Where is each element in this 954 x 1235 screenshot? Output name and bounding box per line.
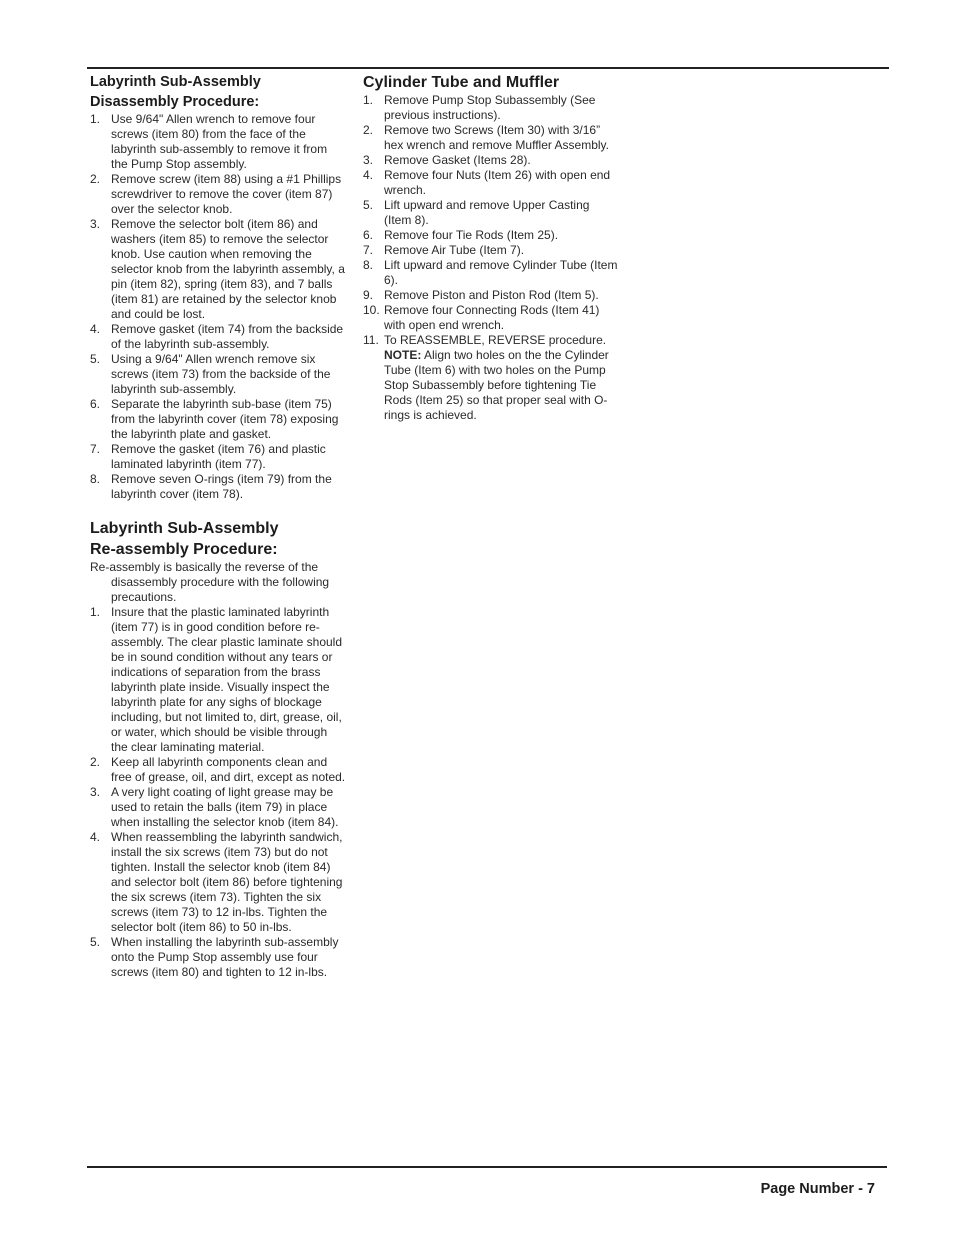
note xyxy=(384,348,609,422)
step-text: Use 9/64" Allen wrench to remove four screws (item 80) from the face of the labyrinth sub-assembly to remove it from the Pump Stop assembly. xyxy=(111,112,328,171)
step-number: 4. xyxy=(90,830,101,844)
note-label: NOTE: xyxy=(384,348,422,362)
step-number: 4. xyxy=(90,322,101,336)
list-item xyxy=(363,123,619,153)
list-item xyxy=(363,168,619,198)
reassembly-steps xyxy=(90,605,346,980)
step-text: Remove seven O-rings (item 79) from the labyrinth cover (item 78). xyxy=(111,472,332,501)
list-item xyxy=(90,935,346,980)
list-item xyxy=(90,112,346,172)
step-text: Separate the labyrinth sub-base (item 75) from the labyrinth cover (item 78) exposing the labyrinth plate and gasket. xyxy=(111,397,339,441)
list-item xyxy=(363,93,619,123)
step-text: Remove gasket (item 74) from the backside of the labyrinth sub-assembly. xyxy=(111,322,344,351)
section-spacer xyxy=(90,502,346,518)
step-number: 8. xyxy=(90,472,101,486)
list-item xyxy=(90,605,346,755)
step-text: Remove four Nuts (Item 26) with open end wrench. xyxy=(384,168,611,197)
step-text: Using a 9/64" Allen wrench remove six screws (item 73) from the backside of the labyrinth sub-assembly. xyxy=(111,352,331,396)
list-item xyxy=(363,228,619,243)
step-number: 2. xyxy=(90,755,101,769)
step-number: 6. xyxy=(90,397,101,411)
step-text: Remove Air Tube (Item 7). xyxy=(384,243,525,257)
list-item xyxy=(90,472,346,502)
list-item xyxy=(90,217,346,322)
reassembly-heading-line-2: Re-assembly Procedure: xyxy=(90,541,278,558)
step-text: Remove Piston and Piston Rod (Item 5). xyxy=(384,288,599,302)
step-number: 5. xyxy=(363,198,374,212)
step-number: 1. xyxy=(90,112,101,126)
step-text: Remove the gasket (item 76) and plastic laminated labyrinth (item 77). xyxy=(111,442,326,471)
list-item xyxy=(90,755,346,785)
list-item xyxy=(363,243,619,258)
step-number: 4. xyxy=(363,168,374,182)
step-number: 1. xyxy=(363,93,374,107)
list-item xyxy=(363,198,619,228)
step-number: 3. xyxy=(90,785,101,799)
step-text: Remove Gasket (Items 28). xyxy=(384,153,531,167)
reassembly-heading-line-1: Labyrinth Sub-Assembly xyxy=(90,520,279,537)
step-text: When installing the labyrinth sub-assembly onto the Pump Stop assembly use four screws (item 80) and tighten to 12 in-lbs. xyxy=(111,935,339,979)
step-number: 5. xyxy=(90,352,101,366)
note-text: Align two holes on the the Cylinder Tube (Item 6) with two holes on the Pump Stop Subassembly before tightening Tie Rods (Item 25) so that proper seal with O-rings is achieved. xyxy=(384,348,609,422)
reassembly-heading xyxy=(90,518,346,560)
step-text: Keep all labyrinth components clean and free of grease, oil, and dirt, except as noted. xyxy=(111,755,346,784)
middle-column xyxy=(363,72,619,423)
bottom-rule xyxy=(87,1166,887,1168)
step-number: 11. xyxy=(363,333,379,347)
step-text: A very light coating of light grease may be used to retain the balls (item 79) in place when installing the selector knob (item 84). xyxy=(111,785,339,829)
list-item xyxy=(90,785,346,830)
step-text: When reassembling the labyrinth sandwich, install the six screws (item 73) but do not tighten. Install the selector knob (item 84) and selector bolt (item 86) before tightening the six screws (item 73). Tighten the six screws (item 73) to 12 in-lbs. Tighten the selector bolt (item 86) to 50 in-lbs. xyxy=(111,830,343,934)
step-number: 3. xyxy=(363,153,374,167)
disassembly-heading xyxy=(90,72,346,112)
list-item xyxy=(363,303,619,333)
list-item xyxy=(90,322,346,352)
list-item xyxy=(90,397,346,442)
step-text: To REASSEMBLE, REVERSE procedure. xyxy=(384,333,607,347)
list-item xyxy=(363,288,619,303)
list-item xyxy=(90,172,346,217)
step-number: 2. xyxy=(363,123,374,137)
step-text: Remove Pump Stop Subassembly (See previous instructions). xyxy=(384,93,596,122)
step-text: Remove four Connecting Rods (Item 41) with open end wrench. xyxy=(384,303,600,332)
step-number: 10. xyxy=(363,303,380,317)
step-text: Lift upward and remove Cylinder Tube (Item 6). xyxy=(384,258,618,287)
step-number: 5. xyxy=(90,935,101,949)
disassembly-heading-line-1: Labyrinth Sub-Assembly xyxy=(90,74,261,90)
reassembly-intro: Re-assembly is basically the reverse of the disassembly procedure with the following precautions. xyxy=(90,560,330,604)
list-item xyxy=(363,153,619,168)
list-item xyxy=(363,333,619,423)
list-item xyxy=(90,830,346,935)
list-item xyxy=(363,258,619,288)
cylinder-heading: Cylinder Tube and Muffler xyxy=(363,74,560,91)
list-item xyxy=(90,352,346,397)
step-number: 9. xyxy=(363,288,374,302)
step-number: 3. xyxy=(90,217,101,231)
step-number: 2. xyxy=(90,172,101,186)
disassembly-steps xyxy=(90,112,346,502)
step-number: 6. xyxy=(363,228,374,242)
step-text: Remove the selector bolt (item 86) and washers (item 85) to remove the selector knob. Use caution when removing the selector knob from the labyrinth assembly, a pin (item 82), spring (item 83), and 7 balls (item 81) are retained by the selector knob and could be lost. xyxy=(111,217,345,321)
step-number: 8. xyxy=(363,258,374,272)
step-number: 7. xyxy=(363,243,374,257)
step-text: Insure that the plastic laminated labyrinth (item 77) is in good condition before re-assembly. The clear plastic laminate should be in sound condition without any tears or indications of separation from the brass labyrinth plate inside. Visually inspect the labyrinth plate for any sighs of blockage including, but not limited to, dirt, grease, oil, or water, which should be visible through the clear laminating material. xyxy=(111,605,342,754)
step-text: Remove four Tie Rods (Item 25). xyxy=(384,228,559,242)
cylinder-steps xyxy=(363,93,619,423)
step-number: 7. xyxy=(90,442,101,456)
step-text: Remove screw (item 88) using a #1 Phillips screwdriver to remove the cover (item 87) over the selector knob. xyxy=(111,172,342,216)
step-text: Remove two Screws (Item 30) with 3/16” hex wrench and remove Muffler Assembly. xyxy=(384,123,609,152)
list-item xyxy=(90,442,346,472)
step-text: Lift upward and remove Upper Casting (Item 8). xyxy=(384,198,590,227)
page-number: Page Number - 7 xyxy=(760,1181,875,1197)
left-column xyxy=(90,72,346,980)
step-number: 1. xyxy=(90,605,101,619)
top-rule xyxy=(87,67,889,69)
disassembly-heading-line-2: Disassembly Procedure: xyxy=(90,94,260,110)
